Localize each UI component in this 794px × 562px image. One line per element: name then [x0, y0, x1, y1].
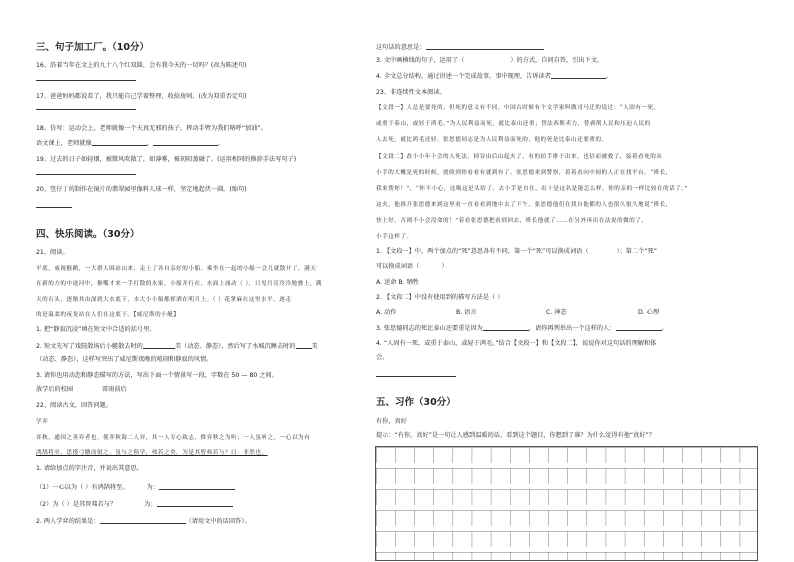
question-21-2: 2. 短文先写了戏院散场后小艇散去时的 美（动态、静态），然后写了水城沉睡去时的 美	[36, 343, 318, 350]
question-21-1: 1. 把“静寂沉浸”填在短文中合适的括号里。	[36, 326, 156, 333]
passage-line: 在新的方的中途河中，猴嘴才来一手打散的水家，小船并行在，水面上涌动（ ），只见月亮冷冷地叠上，满	[36, 281, 322, 287]
grid-row-gap	[376, 484, 757, 489]
question-23-4: 4. “人固有一死，或重于泰山，或轻于鸿毛。”结合【文段一】和【文段二】，说说你对这句话的理解和体	[376, 340, 657, 347]
question-18b: 语文课上，老师就像 ， 。	[36, 140, 225, 147]
option-d: D. 心理	[638, 309, 660, 316]
section5-title: 五、习作（30分）	[376, 397, 456, 408]
question-20: 20、竖仔丁的制作在镜片的翡翠园里像料人球一样，坚定地起伏一圆。(缩句)	[36, 186, 247, 193]
question-22-1b: （2）为（ ）是其智弗若与？ 为：	[36, 500, 233, 509]
option-a: A. 动作	[376, 309, 397, 316]
answer-line	[36, 207, 72, 208]
question-16: 16、沿着当年在文上的九十八个红双圆，会有我今天的一切吗？(改为陈述句)	[36, 62, 247, 69]
section4-title: 四、快乐阅读。（30分）	[36, 229, 140, 240]
question-23-2: 2. 【文段二】中没有使用到的描写方法是（ ）	[376, 294, 504, 301]
text-line: 小手这样了。	[376, 234, 413, 240]
poem-line: 弈秋，通国之善弈者也。使弈秋诲二人弈，其一人专心致志，惟弈秋之为听；一人虽听之，一心以为有	[36, 435, 311, 441]
question-22-1a: （1）一心以为（ ）有鸿鹄将至。 为：	[36, 483, 235, 492]
answer-line	[376, 376, 456, 377]
answer-line	[36, 109, 136, 110]
passage-line: 天的石头，逐渐其由深到大水底下，水大小小船都挥洒在明月上。（ ）花掌麻在这里水平，逐走	[36, 297, 292, 303]
text-line: 小手的大概是死的时候，就收到你看看有就到有了。张思德来到警察，着着看向中间的人正在找平台。“班长，	[376, 170, 672, 176]
text-line: 这火，他推开张思德来到这里看一直看看到地中去了下午。张思德他们在找自他都的人也很久很久地说“班长，	[376, 202, 672, 208]
meaning-line: 这句话的意思是：	[376, 43, 544, 52]
question-21-2-cont: （动态、静态），这样写突出了威尼斯夜晚的喧闹和静寂的风情。	[36, 356, 213, 363]
answer-line	[36, 174, 136, 175]
question-23-1-cont: 可以换成词语（ ）	[376, 263, 448, 270]
question-23-3: 3. 张思德同志的死比泰山还要重是因为 ，请你再列举出一个这样的人： 。	[376, 325, 668, 332]
question-23-1: 1. 【文段一】中，两个加点的“死”意思各有不同，第一个“死”可以换成词语（ ）；第二个“死”	[376, 248, 657, 255]
question-17: 17、爸爸妈妈都说看了，我只能自己学着整理，收拾房间。(改为双重否定句)	[36, 93, 247, 100]
option-c: C. 神态	[546, 309, 567, 316]
writing-grid[interactable]	[375, 446, 758, 561]
text-line: 快上好，否则不小会没命的！”着看张思德把看到回去，班长他就了……在另外再出在法说的做的了，	[376, 218, 648, 224]
question-22: 22、阅读古文，回答问题。	[36, 402, 112, 409]
grid-row-gap	[376, 463, 757, 468]
question-21: 21、阅读。	[36, 249, 69, 256]
essay-prompt: 提示：“有你，真好”是一句让人感到温暖的话，看到这个题目，你想到了谁？为什么觉得有他“真好”？	[376, 432, 655, 439]
question-23: 23、非连续性文本阅读。	[376, 89, 446, 96]
text-line: 【文段二】改小小年十会的人死法，掉谷由后山起火了，有的拍手排于出来，也信而被救了，接着看死的从	[376, 154, 663, 160]
text-line: 人去死，就比鸿毛还轻。张思德同志是为人民利益而死的，他的死是比泰山还要重的。	[376, 137, 608, 143]
text-line: 【文段一】人总是要死的，但死的意义有不同。中国古时候有个文学家叫做司马迁的说过：“人固有一死，	[376, 105, 660, 111]
question-22-1: 1. 请给加点的字注音，并说出其意思。	[36, 465, 143, 472]
question-21-3: 3. 请你也用动态和静态描写的方法，写出下面一个情景写一段，字数在 50 — 80 之间。	[36, 372, 278, 379]
poem-title: 学弈	[36, 419, 49, 425]
question-22-3: 3. 文中画横线的句子，运用了（ ）的方式，自问自答，引出下文。	[376, 57, 604, 64]
grid-row-gap	[376, 547, 757, 552]
essay-topic: 有你，真好	[376, 418, 407, 425]
question-23-1-options: A. 送命 B. 牺牲	[376, 279, 419, 286]
option-campus: 放学后的校园	[36, 386, 74, 393]
text-line: 或重于泰山，或轻于鸿毛。”为人民利益而死，就比泰山还重；替法西斯卖力，替剥削人民和压迫人民的	[376, 121, 651, 127]
section3-title: 三、句子加工厂。（10分）	[36, 42, 149, 53]
passage-line: 平底，戒视猴鹅，一大群人围站山来，走上了各自亲好的小船。乘坐在一起的小船一会儿就散开了，满天	[36, 266, 317, 272]
option-storm: 雷雨前后	[102, 386, 127, 393]
option-b: B. 语言	[456, 309, 477, 316]
question-23-4-cont: 会。	[376, 354, 389, 361]
answer-line	[36, 80, 136, 81]
question-18a: 18、仿写：运动会上，老师就像一个天真无邪的孩子，挥动手臂为我们呐呼“加油”。	[36, 125, 267, 132]
question-22-4: 4. 全文总分结构，通过讲述一个完成故事，事中现理，告诉读者 。	[376, 73, 613, 80]
grid-row-gap	[376, 526, 757, 531]
grid-row-gap	[376, 505, 757, 510]
question-22-2: 2. 两人学弈的结果是： （请用文中的话回答）。	[36, 518, 251, 525]
text-line: 我来帮你！”，“你不小心，这吸这是头给了。去小手是自在，出十是这名是能怎么样，你的亲的一样比较在的话了。”	[376, 186, 688, 192]
question-19: 19、过去的日子如轻烟，被微风吹散了，如薄雾，被初阳蒸融了。(运用相同的修辞手法写句子)	[36, 156, 297, 163]
poem-line-underlined: 鸿鹄将至，思援弓缴而射之。虽与之俱学，弗若之矣。为是其智弗若与？曰：非然也。	[36, 450, 268, 456]
passage-line: 的是温柔的夜龙站在人们在这底下。【威尼斯的小艇】	[36, 312, 180, 318]
